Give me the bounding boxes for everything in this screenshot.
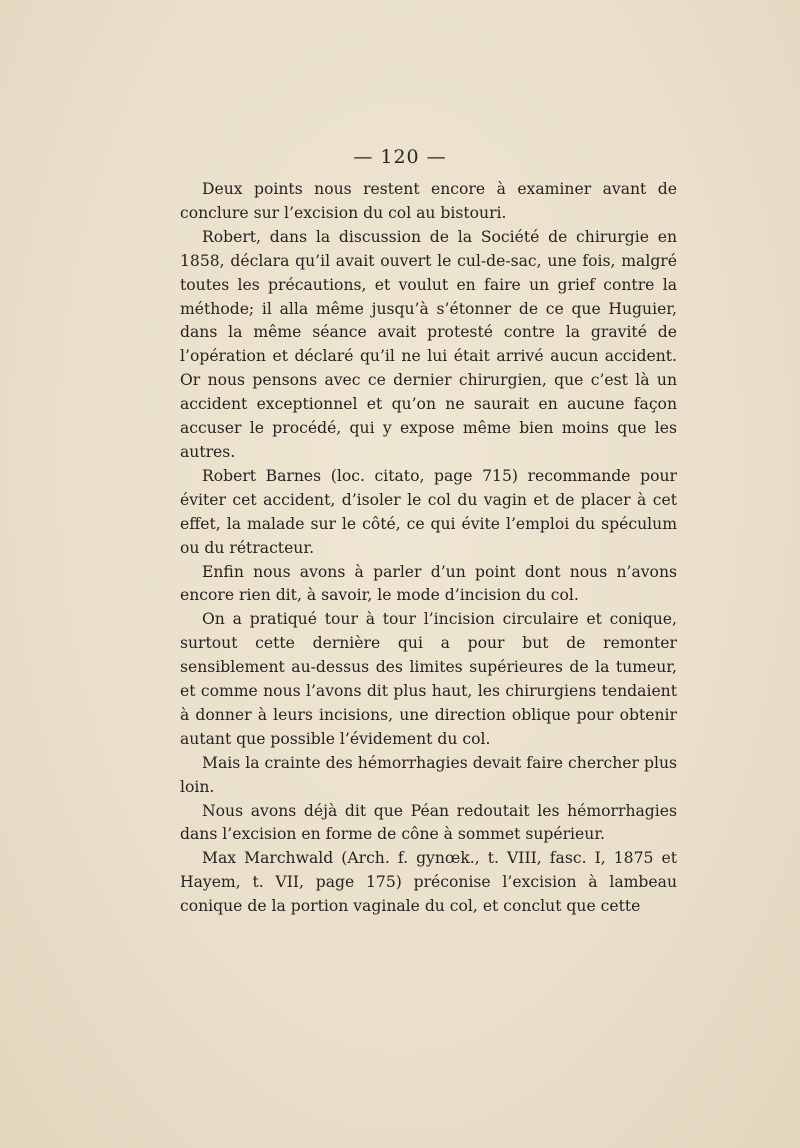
paragraph-6: Mais la crainte des hémorrhagies devait faire chercher plus loin. — [180, 753, 677, 796]
paragraph-4: Enfin nous avons à parler d’un point dont nous n’avons encore rien dit, à savoir, le mode d’incision du col. — [180, 562, 677, 605]
paragraph-7: Nous avons déjà dit que Péan redoutait les hémorrhagies dans l’excision en forme de cône à sommet supérieur. — [180, 801, 677, 844]
paragraph-1: Deux points nous restent encore à examiner avant de conclure sur l’excision du col au bistouri. — [180, 180, 677, 222]
paragraph-5: On a pratiqué tour à tour l’incision circulaire et conique, surtout cette dernière qui a pour but de remonter sensiblement au-dessus des limites supérieures de la tumeur, et comme nous l’avons dit plus haut, les chirurgiens tendaient à donner à leurs incisions, une direction oblique pour obtenir autant que possible l’évidement du col. — [180, 610, 677, 748]
paragraph-2: Robert, dans la discussion de la Société de chirurgie en 1858, déclara qu’il avait ouvert le cul-de-sac, une fois, malgré toutes les précautions, et voulut en faire un grief contre la méthode; il alla même jusqu’à s’étonner de ce que Huguier, dans la même séance avait protesté contre la gravité de l’opération et déclaré qu’il ne lui était arrivé aucun accident. Or nous pensons avec ce dernier chirurgien, que c’est là un accident exceptionnel et qu’on ne saurait en aucune façon accuser le procédé, qui y expose même bien moins que les autres. — [180, 227, 677, 461]
page-number: — 120 — — [353, 146, 447, 168]
body-text — [180, 178, 677, 919]
paragraph-8: Max Marchwald (Arch. f. gynœk., t. VIII, fasc. I, 1875 et Hayem, t. VII, page 175) préconise l’excision à lambeau conique de la portion vaginale du col, et conclut que cette — [180, 849, 677, 916]
paragraph-3: Robert Barnes (loc. citato, page 715) recommande pour éviter cet accident, d’isoler le col du vagin et de placer à cet effet, la malade sur le côté, ce qui évite l’emploi du spéculum ou du rétracteur. — [180, 466, 677, 557]
